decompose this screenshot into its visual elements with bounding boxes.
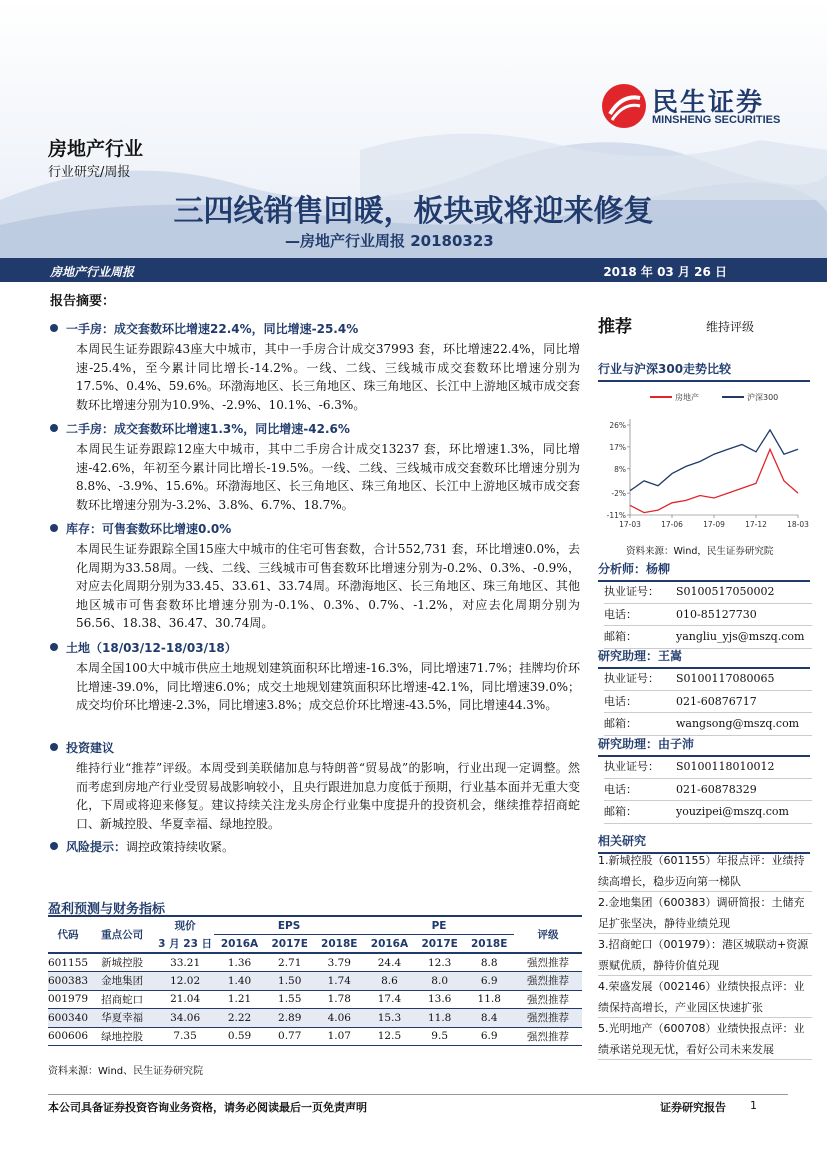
section-body-land: 本周全国100大中城市供应土地规划建筑面积环比增速-16.3%，同比增速71.7%；挂牌均价环比增速-39.0%，同比增速6.0%；成交土地规划建筑面积环比增速-42.1%，同比增速39.0%；成交均价环比增速-2.3%，同比增速3.8%；成交总价环比增速-43.5%，同比增速44.3%。 <box>76 661 580 712</box>
related-heading: 相关研究 <box>598 832 810 854</box>
table-cell: 2.22 <box>227 1011 252 1024</box>
table-cell: 7.35 <box>173 1030 197 1043</box>
risk-text: 调控政策持续收紧。 <box>126 840 235 854</box>
contact-key: 邮箱： <box>604 630 637 643</box>
table-cell: 6.9 <box>480 974 498 987</box>
table-row <box>48 1027 582 1046</box>
bar-report-name: 房地产行业周报 <box>50 265 135 279</box>
section-title: 库存：可售套数环比增速0.0% <box>66 522 232 536</box>
section-title: 一手房：成交套数环比增速22.4%，同比增速-25.4% <box>66 322 359 336</box>
table-cell: 24.4 <box>377 956 402 969</box>
report-title: 三四线销售回暖，板块或将迎来修复 <box>173 194 654 229</box>
table-cell: 1.40 <box>227 974 252 987</box>
company-cell: 华夏幸福 <box>101 1012 144 1025</box>
contact-row <box>604 713 812 736</box>
brand-name: 民生证券 <box>652 88 765 118</box>
email-link[interactable]: wangsong@mszq.com <box>676 717 800 730</box>
analyst-heading: 分析师：杨柳 <box>598 560 810 582</box>
y-tick-label: -2% <box>611 489 626 499</box>
page-footer <box>48 1094 788 1115</box>
report-date: 2018 年 03 月 26 日 <box>603 265 727 279</box>
table-cell: 1.36 <box>227 956 252 969</box>
chart-source: 资料来源：Wind，民生证券研究院 <box>626 546 774 557</box>
col-eps: EPS <box>214 916 364 935</box>
contact-row <box>604 626 812 649</box>
table-cell: 13.6 <box>427 993 452 1006</box>
y-tick-label: 26% <box>609 421 626 430</box>
contact-row <box>604 691 812 714</box>
contact-key: 电话： <box>604 694 637 708</box>
table-cell: 2.89 <box>278 1011 302 1024</box>
bullet-icon <box>50 643 58 651</box>
contact-row <box>604 756 812 779</box>
table-cell: 12.02 <box>170 974 201 987</box>
legend-label: 沪深300 <box>747 393 779 402</box>
x-tick-label: 17-03 <box>619 520 641 529</box>
table-cell: 1.50 <box>278 974 302 987</box>
footer-disclaimer: 本公司具备证券投资咨询业务资格，请务必阅读最后一页免责声明 <box>48 1101 367 1114</box>
section-title: 二手房：成交套数环比增速1.3%，同比增速-42.6% <box>66 422 350 436</box>
table-cell: 601155 <box>48 956 89 969</box>
summary-heading: 报告摘要： <box>50 294 116 309</box>
rating-label: 推荐 <box>598 317 632 337</box>
contact-key: 电话： <box>604 782 637 796</box>
table-cell: 1.21 <box>227 993 252 1006</box>
table-cell: 12.3 <box>427 956 452 969</box>
report-subtitle: —房地产行业周报 20180323 <box>285 232 494 250</box>
risk-line <box>50 838 234 855</box>
section-heading-inventory <box>50 520 231 537</box>
y-tick-label: 8% <box>614 464 626 474</box>
table-cell: 33.21 <box>170 956 201 969</box>
contact-key: 执业证号： <box>604 760 659 773</box>
table-cell: 600340 <box>48 1011 89 1024</box>
table-cell: 1.74 <box>327 974 351 987</box>
table-cell: 2.71 <box>278 956 302 969</box>
contact-value: 021-60876717 <box>676 694 757 708</box>
section-body-inventory: 本周民生证券跟踪全国15座大中城市的住宅可售套数，合计552,731 套，环比增速0.0%，去化周期为33.58周。一线、二线、三线城市可售套数环比增速分别为-0.2%、0.3%、-0.9%，对应去化周期分别为33.45、33.61、33.74周。环渤海地区、长三角地区、珠三角地区、其他地区城市可售套数环比增速分别为-0.1%、0.3%、0.7%、-1.2%，对应去化周期分别为56.56、18.38、36.47、30.74周。 <box>76 542 580 630</box>
trend-chart <box>598 383 812 533</box>
col-year: 2017E <box>421 937 458 950</box>
rating-cell: 强烈推荐 <box>527 1030 569 1043</box>
brand-name-en: MINSHENG SECURITIES <box>652 114 781 126</box>
x-tick-label: 17-06 <box>661 520 683 529</box>
bullet-icon <box>50 842 58 850</box>
contact-key: 电话： <box>604 607 637 621</box>
forecast-table <box>48 915 582 1046</box>
contact-row <box>604 604 812 627</box>
brand-logo-icon <box>602 84 646 128</box>
col-rating: 评级 <box>537 929 559 941</box>
industry-label: 房地产行业 <box>48 138 144 160</box>
contact-key: 邮箱： <box>604 805 637 818</box>
col-year: 2018E <box>471 937 508 950</box>
assistant-contact <box>604 756 812 824</box>
bullet-icon <box>50 743 58 751</box>
email-link[interactable]: yangliu_yjs@mszq.com <box>676 630 805 643</box>
col-price: 现价 <box>174 920 196 933</box>
contact-key: 执业证号： <box>604 585 659 598</box>
contact-value: S0100517050002 <box>676 585 775 598</box>
footer-label: 证券研究报告 <box>660 1101 726 1114</box>
contact-value: S0100117080065 <box>676 672 775 685</box>
company-cell: 金地集团 <box>101 975 144 988</box>
col-year: 2016A <box>220 937 259 950</box>
contact-key: 执业证号： <box>604 672 659 685</box>
assistant-heading: 研究助理：由子沛 <box>598 735 810 757</box>
table-cell: 11.8 <box>477 993 501 1006</box>
related-item[interactable]: 1.新城控股（601155）年报点评：业绩持续高增长，稳步迈向第一梯队 <box>598 850 812 892</box>
table-cell: 1.55 <box>278 993 302 1006</box>
section-heading-investment <box>50 739 114 756</box>
table-cell: 8.4 <box>480 1011 498 1024</box>
table-cell: 0.77 <box>278 1030 302 1043</box>
table-cell: 12.5 <box>377 1030 402 1043</box>
rating-cell: 强烈推荐 <box>527 975 569 988</box>
section-heading-new-homes <box>50 320 358 337</box>
related-item[interactable]: 3.招商蛇口（001979）：港区城联动+资源票赋优质，静待价值兑现 <box>598 934 812 976</box>
table-heading: 盈利预测与财务指标 <box>48 902 166 917</box>
contact-value: 010-85127730 <box>676 607 757 621</box>
contact-value: 021-60878329 <box>676 782 757 796</box>
contact-key: 邮箱： <box>604 717 637 730</box>
table-row <box>48 990 582 1009</box>
x-tick-label: 17-12 <box>745 520 767 529</box>
table-cell: 8.0 <box>431 974 448 987</box>
table-cell: 9.5 <box>431 1030 448 1043</box>
bullet-icon <box>50 324 58 332</box>
section-heading-resale <box>50 420 350 437</box>
section-title: 土地（18/03/12-18/03/18） <box>66 641 237 655</box>
series-line <box>630 430 798 491</box>
col-year: 2018E <box>321 937 358 950</box>
col-price-date: 3 月 23 日 <box>158 937 213 950</box>
related-list <box>598 850 812 1060</box>
contact-row <box>604 801 812 824</box>
assistant-heading: 研究助理：王嵩 <box>598 647 810 669</box>
section-body-investment: 维持行业“推荐”评级。本周受到美联储加息与特朗普“贸易战”的影响，行业出现一定调整。然而考虑到房地产行业受贸易战影响较小，且央行跟进加息力度低于预期，行业基本面并无重大变化，下周或将迎来修复。建议持续关注龙头房企行业集中度提升的投资机会，继续推荐招商蛇口、新城控股、华夏幸福、绿地控股。 <box>76 761 581 831</box>
table-cell: 1.78 <box>327 993 351 1006</box>
company-cell: 新城控股 <box>101 957 144 969</box>
section-heading-land <box>50 639 237 656</box>
table-cell: 21.04 <box>170 993 201 1006</box>
chart-heading: 行业与沪深300走势比较 <box>598 360 810 382</box>
bullet-icon <box>50 524 58 532</box>
series-line <box>630 449 798 512</box>
contact-value: S0100118010012 <box>676 760 775 773</box>
table-source: 资料来源：Wind、民生证券研究院 <box>48 1066 204 1077</box>
related-item[interactable]: 2.金地集团（600383）调研简报：土储充足扩张坚决，静待业绩兑现 <box>598 892 812 934</box>
section-body-new-homes: 本周民生证券跟踪43座大中城市，其中一手房合计成交37993 套，环比增速22.4%，同比增速-25.4%，至今累计同比增长-14.2%。一线、二线、三线城市成交套数环比增速分别为17.5%、0.4%、59.6%。环渤海地区、长三角地区、珠三角地区、长江中上游地区城市成交套数环比增速分别为10.9%、-2.9%、10.1%、-6.3%。 <box>76 342 580 412</box>
bullet-icon <box>50 424 58 432</box>
table-cell: 600383 <box>48 974 89 987</box>
table-header-row <box>48 916 582 935</box>
table-cell: 8.8 <box>480 956 498 969</box>
col-company: 重点公司 <box>101 929 144 941</box>
page-number: 1 <box>750 1099 757 1112</box>
col-pe: PE <box>364 916 514 935</box>
col-year: 2016A <box>370 937 409 950</box>
risk-label: 风险提示： <box>66 840 127 854</box>
table-cell: 11.8 <box>427 1011 452 1024</box>
related-item[interactable]: 4.荣盛发展（002146）业绩快报点评：业绩保持高增长，产业园区快速扩张 <box>598 976 812 1018</box>
trend-chart-svg <box>598 383 812 533</box>
table-cell: 600606 <box>48 1030 89 1043</box>
section-title: 投资建议 <box>66 741 115 755</box>
related-item[interactable]: 5.光明地产（600708）业绩快报点评：业绩承诺兑现无忧，看好公司未来发展 <box>598 1018 812 1060</box>
company-cell: 绿地控股 <box>101 1030 144 1043</box>
table-cell: 1.07 <box>327 1030 351 1043</box>
email-link[interactable]: youzipei@mszq.com <box>676 805 789 818</box>
legend-label: 房地产 <box>675 393 699 402</box>
rating-cell: 强烈推荐 <box>527 1012 569 1025</box>
analyst-contact <box>604 581 812 649</box>
table-cell: 4.06 <box>327 1011 351 1024</box>
table-cell: 6.9 <box>480 1030 498 1043</box>
table-cell: 0.59 <box>227 1030 252 1043</box>
contact-row <box>604 779 812 802</box>
table-row <box>48 1009 582 1028</box>
table-cell: 17.4 <box>377 993 402 1006</box>
x-tick-label: 17-09 <box>703 520 725 529</box>
table-row <box>48 972 582 991</box>
contact-row <box>604 581 812 604</box>
contact-row <box>604 668 812 691</box>
title-bar <box>0 258 827 282</box>
section-body-resale: 本周民生证券跟踪12座大中城市，其中二手房合计成交13237 套，环比增速1.3%，同比增速-42.6%，年初至今累计同比增长-19.5%。一线、二线、三线城市成交套数环比增速分别为8.8%、-3.9%、15.6%。环渤海地区、长三角地区、珠三角地区、长江中上游地区城市成交套数环比增速分别为-3.2%、3.8%、6.7%、18.7%。 <box>76 442 580 512</box>
rating-status: 维持评级 <box>706 320 755 334</box>
table-cell: 34.06 <box>170 1011 201 1024</box>
table-cell: 001979 <box>48 993 89 1006</box>
table-cell: 15.3 <box>377 1011 402 1024</box>
col-year: 2017E <box>271 937 308 950</box>
col-code: 代码 <box>57 929 79 941</box>
assistant-contact <box>604 668 812 736</box>
rating-cell: 强烈推荐 <box>527 993 569 1006</box>
table-row <box>48 953 582 972</box>
report-category: 行业研究/周报 <box>48 165 131 180</box>
company-cell: 招商蛇口 <box>101 993 144 1006</box>
x-tick-label: 18-03 <box>787 520 809 529</box>
y-tick-label: 17% <box>609 442 626 452</box>
y-tick-label: -11% <box>606 511 626 520</box>
table-cell: 3.79 <box>327 956 351 969</box>
rating-cell: 强烈推荐 <box>527 957 569 969</box>
table-cell: 8.6 <box>381 974 398 987</box>
